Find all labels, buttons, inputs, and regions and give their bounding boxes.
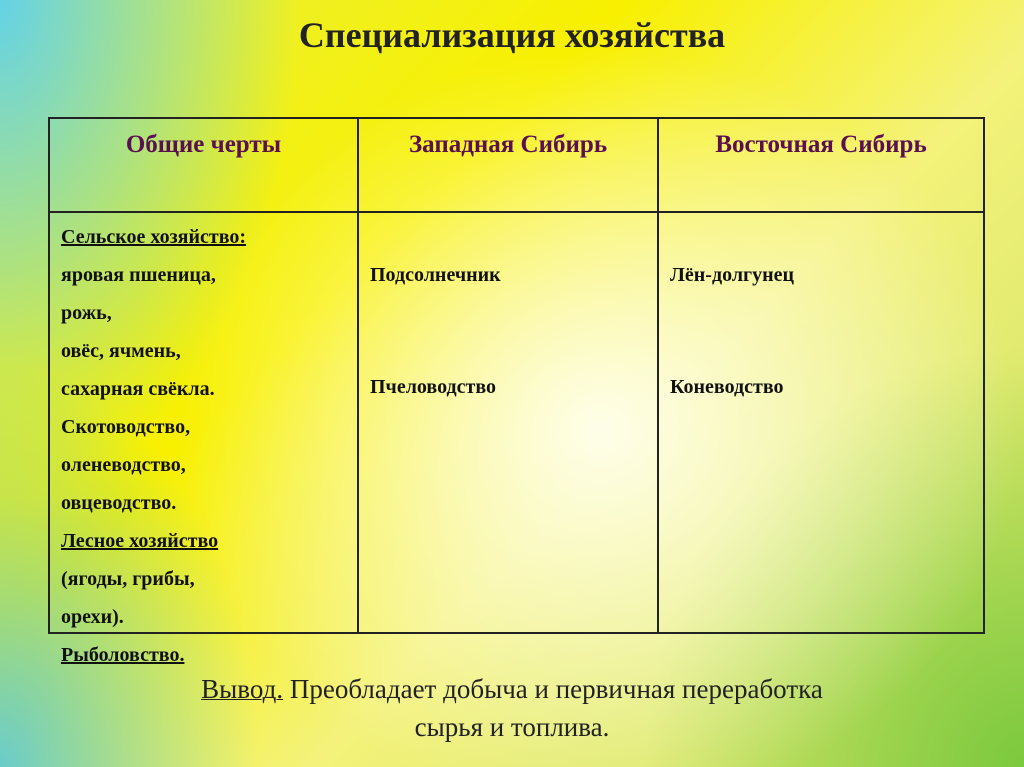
- slide-title: Специализация хозяйства: [298, 15, 726, 55]
- east-item: Лён-долгунец: [670, 264, 795, 286]
- fishing-heading: Рыболовство.: [61, 644, 185, 666]
- west-item: Пчеловодство: [370, 376, 497, 398]
- general-features-cell: [61, 218, 361, 674]
- list-item: оленеводство,: [61, 454, 186, 476]
- column-divider: [657, 119, 659, 632]
- list-item: овцеводство.: [61, 492, 177, 514]
- list-item: Скотоводство,: [61, 416, 191, 438]
- conclusion-label: Вывод.: [201, 674, 284, 704]
- conclusion-text-2: сырья и топлива.: [414, 712, 610, 742]
- specialization-table: [48, 117, 985, 666]
- list-item: овёс, ячмень,: [61, 340, 181, 362]
- conclusion: [0, 670, 1024, 746]
- list-item: рожь,: [61, 302, 112, 324]
- list-item: яровая пшеница,: [61, 264, 216, 286]
- conclusion-text: Преобладает добыча и первичная переработка: [283, 674, 823, 704]
- east-item: Коневодство: [670, 376, 784, 398]
- list-item: орехи).: [61, 606, 124, 628]
- header-west-siberia: Западная Сибирь: [408, 131, 608, 158]
- header-east-siberia: Восточная Сибирь: [715, 131, 927, 158]
- west-item: Подсолнечник: [370, 264, 501, 286]
- list-item: (ягоды, грибы,: [61, 568, 195, 590]
- list-item: сахарная свёкла.: [61, 378, 215, 400]
- forestry-heading: Лесное хозяйство: [61, 530, 219, 552]
- agriculture-heading: Сельское хозяйство:: [61, 226, 247, 248]
- header-divider: [50, 211, 983, 213]
- header-general: Общие черты: [125, 131, 282, 158]
